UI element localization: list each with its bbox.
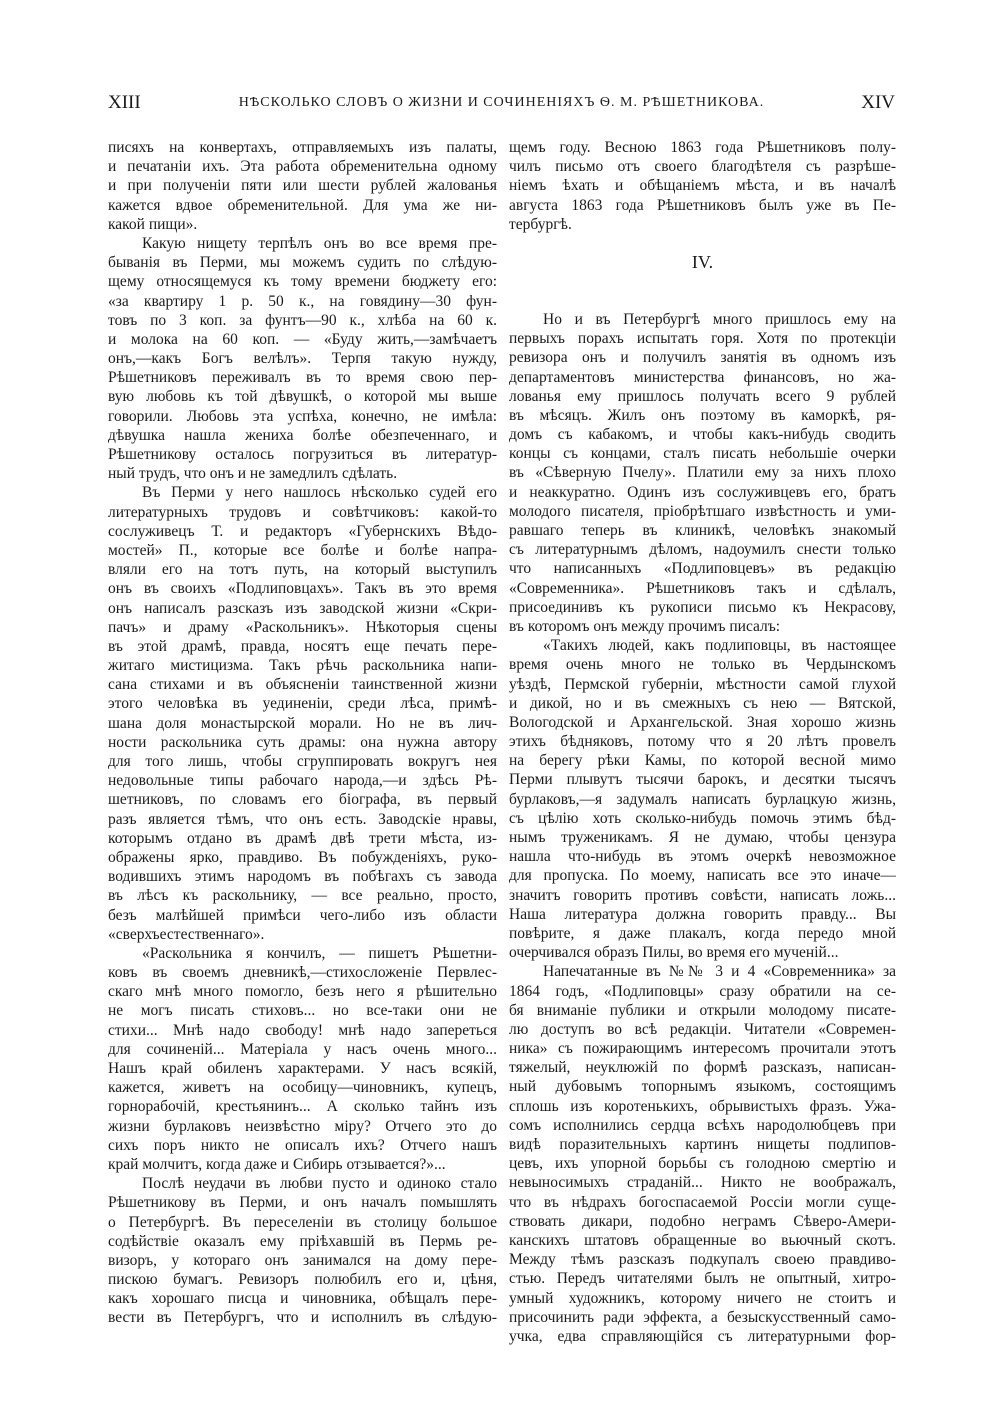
- text-line: не могъ писать стиховъ... но все-таки они не: [108, 1002, 497, 1020]
- text-line: бя вниманіе публики и открыли молодому писате-: [509, 1001, 896, 1019]
- paragraph: [509, 138, 896, 234]
- text-line: вляли его на тотъ путь, на который выступилъ: [108, 561, 497, 579]
- text-line: тербургѣ.: [509, 215, 572, 233]
- text-line: говорили. Любовь эта успѣха, конечно, не имѣла:: [108, 407, 497, 425]
- text-line: время очень много не только въ Чердынскомъ: [509, 656, 896, 674]
- text-line: значитъ говорить противъ совѣсти, написать ложь...: [509, 886, 896, 904]
- text-line: августа 1863 года Рѣшетниковъ былъ уже въ Пе-: [509, 196, 896, 214]
- text-line: Перми плывутъ тысячи барокъ, и десятки тысячъ: [509, 771, 896, 789]
- text-line: недовольные типы рабочаго народа,—и здѣсь Рѣ-: [108, 772, 497, 790]
- text-line: учка, едва справляющійся съ литературными фор-: [509, 1327, 896, 1345]
- text-line: Какую нищету терпѣлъ онъ во все время пре-: [142, 234, 497, 252]
- text-line: Напечатанные въ №№ 3 и 4 «Современника» за: [543, 963, 896, 981]
- text-line: щемъ году. Весною 1863 года Рѣшетниковъ полу-: [509, 139, 896, 156]
- text-line: вести въ Петербургъ, что и исполнилъ въ слѣдую-: [108, 1309, 497, 1327]
- text-line: что въ нѣдрахъ богоспасаемой Россіи могли суще-: [509, 1193, 896, 1211]
- text-line: въ лѣсъ къ раскольнику, — все реально, просто,: [108, 887, 497, 905]
- text-line: лю доступъ во всѣ редакціи. Читатели «Современ-: [509, 1020, 896, 1038]
- text-line: ствовать дикари, подобно неграмъ Сѣверо-Амери-: [509, 1212, 896, 1230]
- text-line: и дикой, но и въ смежныхъ съ нею — Вятской,: [509, 694, 896, 712]
- text-line: очерчивался образъ Пилы, во время его мученій...: [509, 944, 839, 962]
- text-line: съ цѣлію хоть сколько-нибудь помочь этимъ бѣд-: [509, 809, 896, 827]
- text-line: концы съ концами, сталъ писать небольшіе очерки: [509, 445, 896, 463]
- paragraph: [509, 636, 896, 962]
- text-line: какъ хорошаго писца и чиновника, обѣщалъ пере-: [108, 1290, 497, 1308]
- text-line: молодого писателя, пріобрѣтшаго извѣстность и уми-: [509, 502, 896, 520]
- text-line: житаго мистицизма. Такъ рѣчь раскольника напи-: [108, 657, 497, 675]
- text-column-left: [108, 138, 497, 1328]
- text-line: щему относящемуся къ тому времени бюджету его:: [108, 273, 497, 291]
- text-line: стихи... Мнѣ надо свободу! мнѣ надо запереться: [108, 1021, 497, 1039]
- text-line: кажется вдвое обременительной. Для ума же ни-: [108, 196, 497, 214]
- text-line: онъ въ своихъ «Подлиповцахъ». Такъ въ это время: [108, 580, 497, 598]
- text-line: кажется, живетъ на особицу—чиновникъ, купецъ,: [108, 1079, 497, 1097]
- text-line: шана доля монастырской морали. Но не въ лич-: [108, 714, 497, 732]
- text-line: что написанныхъ «Подлиповцевъ» въ редакцію: [509, 560, 896, 578]
- text-line: «сверхъестественнаго».: [108, 925, 265, 943]
- text-line: сихъ поръ никто не описалъ ихъ? Отчего нашъ: [108, 1136, 497, 1154]
- text-line: безъ малѣйшей примѣси чего-либо изъ области: [108, 906, 497, 924]
- text-line: Въ Перми у него нашлось нѣсколько судей его: [142, 484, 497, 502]
- paragraph: [108, 944, 497, 1174]
- text-line: скаго мнѣ много помогло, безъ него я рѣшительно: [108, 983, 497, 1001]
- text-line: въ мѣсяцъ. Жилъ онъ поэтому въ каморкѣ, ря-: [509, 406, 896, 424]
- text-line: стью. Передъ читателями былъ не опытный, хитро-: [509, 1270, 896, 1288]
- text-line: сплошь изъ коротенькихъ, обрывистыхъ фразъ. Ужа-: [509, 1097, 896, 1115]
- text-line: съ литературнымъ дѣломъ, надоумилъ снести только: [509, 541, 896, 559]
- paragraph: [509, 310, 896, 636]
- text-line: которымъ отдано въ драмѣ двѣ трети мѣста, из-: [108, 829, 497, 847]
- text-line: лованья ему пришлось получать всего 9 рублей: [509, 387, 896, 405]
- paragraph: [108, 483, 497, 944]
- text-line: ковъ въ своемъ дневникѣ,—стихосложеніе Первлес-: [108, 964, 497, 982]
- text-line: видѣ поразительныхъ картинъ нищеты подлипов-: [509, 1136, 896, 1153]
- text-line: въ «Сѣверную Пчелу». Платили ему за нихъ плохо: [509, 464, 896, 482]
- text-line: 1864 годъ, «Подлиповцы» сразу обратили на се-: [509, 982, 896, 1000]
- text-line: ности раскольника суть драмы: она нужна автору: [108, 733, 497, 751]
- text-line: ный дубовымъ топорнымъ языкомъ, состоящимъ: [509, 1078, 896, 1096]
- text-line: «Раскольника я кончилъ, — пишетъ Рѣшетни-: [142, 944, 497, 962]
- text-line: «за квартиру 1 р. 50 к., на говядину—30 фун-: [108, 292, 497, 310]
- running-title: НѢСКОЛЬКО СЛОВЪ О ЖИЗНИ И СОЧИНЕНІЯХЪ Ѳ. М. РѢШЕТНИКОВА.: [238, 95, 765, 110]
- text-line: Но и въ Петербургѣ много пришлось ему на: [543, 310, 896, 328]
- text-line: Между тѣмъ разсказъ подкупалъ своею правдиво-: [509, 1251, 896, 1269]
- text-line: и при полученіи пяти или шести рублей жалованья: [108, 177, 497, 195]
- text-line: для сочиненій... Матеріала у насъ очень много...: [108, 1040, 497, 1058]
- text-line: край молчитъ, когда даже и Сибирь отзывается?»...: [108, 1155, 446, 1173]
- text-line: содѣйствіе оказалъ ему пріѣхавшій въ Пермь ре-: [108, 1232, 497, 1250]
- text-line: домъ съ кабакомъ, и чтобы какъ-нибудь сводить: [509, 426, 896, 444]
- right-page-number: XIV: [861, 92, 895, 113]
- text-line: невыносимыхъ страданій... Никто не воображалъ,: [509, 1174, 896, 1192]
- text-line: «Современника». Рѣшетниковъ такъ и сдѣлалъ,: [509, 579, 896, 597]
- text-line: чилъ письмо отъ своего благодѣтеля съ разрѣше-: [509, 158, 896, 176]
- text-line: визоръ, у котораго онъ занимался на дому пере-: [108, 1251, 497, 1269]
- text-line: ревизора онъ и получилъ занятія въ одномъ изъ: [509, 349, 896, 367]
- text-line: и молока на 60 коп. — «Буду жить,—замѣчаетъ: [108, 330, 497, 348]
- text-line: тяжелый, неуклюжій по формѣ разсказъ, написан-: [509, 1059, 896, 1077]
- text-line: умный художникъ, которому ничего не стоитъ и: [509, 1289, 896, 1307]
- text-line: Рѣшетникову въ Перми, и онъ началъ помышлять: [108, 1194, 497, 1212]
- text-line: для пропуска. По моему, написать все это иначе—: [509, 867, 896, 885]
- paragraph: [108, 1174, 497, 1328]
- text-line: сана стихами и въ объясненіи таинственной жизни: [108, 676, 497, 694]
- paragraph: [108, 234, 497, 483]
- text-line: ображены ярко, правдиво. Въ побужденіяхъ, руко-: [108, 848, 497, 866]
- text-line: дѣвушка нашла жениха болѣе обезпеченнаго, и: [108, 426, 497, 444]
- text-line: какой пищи».: [108, 215, 198, 233]
- section-heading: IV.: [691, 251, 714, 272]
- text-line: уѣздѣ, Пермской губерніи, мѣстности самой глухой: [509, 675, 896, 693]
- left-page-number: XIII: [108, 92, 141, 113]
- text-line: Рѣшетниковъ переживалъ въ то время свою пер-: [108, 369, 497, 387]
- text-line: и неаккуратно. Одинъ изъ сослуживцевъ его, братъ: [509, 483, 896, 501]
- paragraph: [108, 138, 497, 234]
- text-line: канскихъ штатовъ обращенные во вьючный скотъ.: [509, 1231, 896, 1249]
- text-line: на берегу рѣки Камы, по которой весной мимо: [509, 752, 896, 770]
- text-line: о Петербургѣ. Въ переселеніи въ столицу большое: [108, 1213, 497, 1231]
- text-line: и печатаніи ихъ. Эта работа обременительна одному: [108, 158, 497, 176]
- text-line: бурлаковъ,—я задумалъ написать бурлацкую жизнь,: [509, 790, 896, 808]
- text-line: литературныхъ трудовъ и совѣтчиковъ: какой-то: [108, 503, 497, 521]
- text-line: горнорабочій, крестьянинъ... А сколько тайнъ изъ: [108, 1098, 497, 1116]
- text-line: Нашъ край обиленъ характерами. У насъ всякій,: [108, 1060, 497, 1077]
- text-line: ніемъ ѣхать и обѣщаніемъ мѣста, и въ началѣ: [509, 177, 896, 195]
- text-line: этого человѣка въ уединеніи, среди лѣса, примѣ-: [108, 695, 497, 713]
- running-header: [108, 92, 895, 116]
- text-line: нашла что-нибудь въ этомъ очеркѣ невозможное: [509, 848, 896, 866]
- text-line: Послѣ неудачи въ любви пусто и одиноко стало: [142, 1175, 497, 1193]
- text-line: водившихъ этимъ народомъ въ побѣгахъ съ завода: [108, 868, 497, 886]
- text-line: сослуживецъ Т. и редакторъ «Губернскихъ Вѣдо-: [108, 522, 497, 540]
- text-line: этихъ бѣдняковъ, потому что я 20 лѣтъ провелъ: [509, 733, 896, 751]
- text-line: Вологодской и Архангельской. Зная хорошо жизнь: [509, 713, 896, 731]
- text-line: товъ по 3 коп. за фунтъ—90 к., хлѣба на 60 к.: [108, 311, 497, 329]
- text-column-right: [509, 138, 896, 1346]
- text-line: сомъ исполнились сердца всѣхъ народолюбцевъ при: [509, 1116, 896, 1134]
- text-line: повѣрите, я даже плакалъ, когда передо мной: [509, 924, 896, 942]
- paragraph: [509, 962, 896, 1346]
- text-line: присоединивъ къ рукописи письмо къ Некрасову,: [509, 598, 896, 616]
- text-line: разъ является тѣмъ, что онъ есть. Заводскіе нравы,: [108, 810, 497, 828]
- text-line: Рѣшетникову осталось погрузиться въ литератур-: [108, 446, 497, 463]
- text-line: жизни бурлаковъ неизвѣстно міру? Отчего это до: [108, 1117, 497, 1135]
- text-line: въ этой драмѣ, правда, носятъ еще печать пере-: [108, 637, 497, 655]
- text-line: департаментовъ министерства финансовъ, но жа-: [509, 368, 896, 386]
- text-line: пачъ» и драму «Раскольникъ». Нѣкоторыя сцены: [108, 618, 497, 636]
- text-line: цевъ, ихъ упорной борьбы съ голодною смертію и: [509, 1155, 896, 1173]
- text-line: ника» съ пожирающимъ интересомъ прочитали этотъ: [509, 1040, 896, 1058]
- text-line: нымъ труженикамъ. Я не думаю, чтобы цензура: [509, 829, 896, 846]
- text-line: шетниковъ, по словамъ его біографа, въ первый: [108, 791, 497, 809]
- text-line: онъ,—какъ Богъ велѣлъ». Терпя такую нужду,: [108, 350, 497, 368]
- text-line: быванія въ Перми, мы можемъ судить по слѣдую-: [108, 254, 497, 272]
- text-line: онъ написалъ разсказъ изъ заводской жизни «Скри-: [108, 599, 497, 617]
- text-line: мостей» П., которые все болѣе и болѣе напра-: [108, 541, 497, 559]
- text-line: для того лишь, чтобы сгруппировать вокругъ нея: [108, 753, 497, 770]
- text-line: вую любовь къ той дѣвушкѣ, о которой мы выше: [108, 388, 497, 406]
- text-line: присочинить ради эффекта, а безыскусственный само-: [509, 1308, 896, 1326]
- text-line: ный трудъ, что онъ и не замедлилъ сдѣлать.: [108, 465, 398, 483]
- text-line: равшаго теперь въ клиникѣ, человѣкъ знакомый: [509, 522, 896, 539]
- text-line: въ которомъ онъ между прочимъ писалъ:: [509, 617, 781, 635]
- text-line: пискою бумагъ. Ревизоръ полюбилъ его и, цѣня,: [108, 1271, 497, 1289]
- text-line: первыхъ порахъ испытать горя. Хотя по протекціи: [509, 330, 896, 348]
- text-line: «Такихъ людей, какъ подлиповцы, въ настоящее: [543, 637, 896, 655]
- text-line: Наша литература должна говорить правду... Вы: [509, 905, 896, 923]
- text-line: писяхъ на конвертахъ, отправляемыхъ изъ палаты,: [108, 139, 497, 156]
